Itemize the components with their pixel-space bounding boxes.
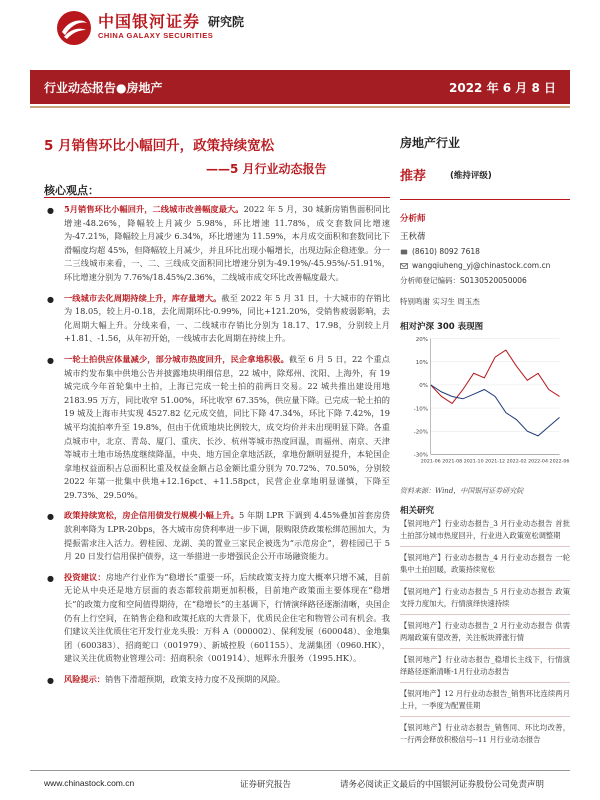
paragraph-text: 2022 年 5 月，30 城新房销售面积同比增速-48.26%，降幅较上月减少 5.98%，环比增速 11.78%，成交套数同比增速为-47.21%，降幅较上月减少 6.34%，环比增速为 11.59%，本月成交面积和套数同比下滑幅度均超 45%，但降幅较上月减少，并且环比出现小幅增长，出现边际企稳迹象。分一二三线城市来看，一、二、三线成交面积同比增速分别为-49.19%/-45.95%/-51.91%，环比增速分别为 7.76%/18.45%/2.36%，二线城市成交环比改善幅度最大。 <box>64 204 390 282</box>
related-divider <box>400 682 570 683</box>
rating-value: 推荐 <box>400 169 427 184</box>
related-divider <box>400 716 570 717</box>
bullet-icon: ● <box>47 294 54 304</box>
report-type-bar <box>30 70 570 104</box>
related-divider <box>400 648 570 649</box>
core-views-divider <box>44 197 390 198</box>
paragraph-policy <box>44 509 390 563</box>
logo-text-en: CHINA GALAXY SECURITIES <box>98 31 214 40</box>
x-tick-label: 2022-02 <box>506 459 527 465</box>
related-item[interactable]: 【银河地产】行业动态报告_2 月行业动态报告 供需两端政策有望改善，关注板块滞涨行情 <box>400 621 570 642</box>
rating-row <box>400 165 570 185</box>
core-views-label: 核心观点： <box>44 184 99 197</box>
paragraph-text: 5 年期 LPR 下调到 4.45%叠加首套房贷款利率降为 LPR-20bps，各大城市房贷利率进一步下调，限购限贷政策松绑范围加大，为提振需求注入活力。碧桂园、龙湖、美的置业三家民企被选为“示范房企”，碧桂园已于 5 月 20 日发行信用保护债券，这一举措进一步增强民企公开市场融资能力。 <box>64 510 390 562</box>
bullet-icon: ● <box>47 573 54 583</box>
y-tick-label: 0% <box>419 383 428 390</box>
footer-site[interactable]: www.chinastock.com.cn <box>44 778 135 788</box>
phone-icon <box>400 248 408 256</box>
report-date: 2022 年 6 月 8 日 <box>449 81 556 95</box>
email-address[interactable]: wangqiuheng_yj@chinastock.com.cn <box>412 261 551 270</box>
bullet-icon: ● <box>47 206 54 215</box>
related-item[interactable]: 【银河地产】行业动态报告_稳增长主线下，行情演绎路径逐渐清晰-1月行业动态报告 <box>400 655 570 676</box>
rating-note: (维持评级) <box>450 171 492 181</box>
y-tick-label: 10% <box>415 360 428 367</box>
galaxy-logo-icon <box>56 10 92 46</box>
paragraph-text: 房地产行业作为“稳增长”重要一环，后续政策支持力度大概率只增不减，目前无论从中央还是地方层面的表态都较前期更加积极，目前地产政策面主要体现在“稳增长”的政策力度和空间值得期待，在“稳增长”的主基调下，行情演绎路径逐渐清晰，央国企仍有上行空间，在销售企稳和政策托底的大背景下，优质民企住宅和物管公司有机会。我们建议关注优质住宅开发行业龙头股：万科 A（000002）、保利发展（600048）、金地集团（600383）、招商蛇口（001979）、新城控股（601155）、龙湖集团（0960.HK），建议关注优质物业管理公司：招商积余（001914）、旭辉永升服务（1995.HK）。 <box>64 571 390 664</box>
header <box>0 0 600 52</box>
x-tick-label: 2022-04 <box>528 459 549 465</box>
acknowledgement: 特别鸣谢 实习生 周玉杰 <box>400 297 480 306</box>
paragraph-highlight: 投资建议： <box>64 571 106 582</box>
email-line <box>400 261 570 270</box>
chart-title: 相对沪深 300 表现图 <box>400 322 484 332</box>
bullet-icon: ● <box>47 355 54 365</box>
analyst-name: 王秋蒨 <box>400 232 426 242</box>
x-tick-label: 2021-12 <box>485 459 506 465</box>
related-divider <box>400 546 570 547</box>
bullet-icon: ● <box>47 676 54 685</box>
related-item[interactable]: 【银河地产】行业动态报告_4 月行业动态报告 一轮集中土拍回暖，政策持续宽松 <box>400 553 570 574</box>
related-item[interactable]: 【银河地产】行业动态报告_5 月行业动态报告 政策支持力度加大，行情演绎快速持续 <box>400 587 570 608</box>
related-divider <box>400 580 570 581</box>
logo-text-cn: 中国银河证券 <box>98 12 201 31</box>
analyst-label: 分析师 <box>400 214 426 224</box>
sidebar-divider <box>400 199 570 200</box>
phone-line <box>400 247 570 256</box>
sidebar <box>400 134 570 307</box>
y-tick-label: -30% <box>413 452 428 459</box>
related-item[interactable]: 【银河地产】行业动态报告_销售同、环比均改善，一行两会释放积极信号--11 月行业动态报告 <box>400 723 570 744</box>
x-tick-label: 2021-06 <box>420 459 441 465</box>
footer-service: 证券研究报告 <box>240 780 292 790</box>
paragraph-inventory <box>44 292 390 346</box>
paragraph-sales <box>44 203 390 285</box>
paragraph-investment <box>44 571 390 666</box>
paragraph-text: 销售下滑超预期，政策支持力度不及预期的风险。 <box>104 674 286 684</box>
x-tick-label: 2022-06 <box>549 459 570 465</box>
paragraph-land <box>44 353 390 503</box>
related-divider <box>400 614 570 615</box>
paragraph-highlight: 风险提示： <box>64 674 105 684</box>
footer-disclaimer: 请务必阅读正文最后的中国银河证券股份公司免责声明 <box>340 780 545 790</box>
paragraph-risk <box>44 673 390 687</box>
core-views <box>44 203 390 694</box>
email-icon <box>400 262 408 270</box>
related-title: 相关研究 <box>400 506 435 516</box>
license-number: 分析师登记编码：S0130520050006 <box>400 276 527 285</box>
chart-source: 资料来源：Wind，中国银河证券研究院 <box>400 487 524 495</box>
related-research-list <box>400 518 570 750</box>
paragraph-highlight: 政策持续宽松，房企信用债发行规模小幅上升。 <box>64 510 239 521</box>
y-tick-label: -20% <box>413 429 428 436</box>
paragraph-text: 截至 6 月 5 日，22 个重点城市约发布集中供地公告并披露地块明细信息，22 城中，除郑州、沈阳、上海外，有 19 城完成今年首轮集中土拍，上海已完成一轮土拍的前两日交易。22 城共推出建设用地 2183.95 万方，同比收窄 51.00%，环比收窄 67.35%，供应量下降。已完成一轮土拍的 19 城及上海市共实现 4527.82 亿元成交值，同比下降 47.34%，环比下降 7.42%，19 城平均流拍率升至 19.8%，但由于优质地块比例较大，成交均价并未出现明显下降。各重点城市中，北京、青岛、厦门、重庆、长沙、杭州等城市热度回温，而福州、南京、天津等城市土地市场热度继续降温，中央、地方国企拿地活跃，拿地份额明显提升，本轮国企拿地权益面积占总面积比重及权益金额占总金额比重分别为 70.72%、70.50%，分别较 2022 年第一批集中供地+12.16pct、+11.58pct，民营企业拿地明显谨慎，下降至 29.73%、29.50%。 <box>64 353 390 500</box>
y-tick-label: 20% <box>415 336 428 343</box>
footer-divider <box>30 770 570 771</box>
institute-label: 研究院 <box>208 15 245 29</box>
paragraph-text: 截至 2022 年 5 月 31 日，十大城市的存销比为 18.05，较上月-0.18，去化周期环比-0.99%，同比+121.20%，受销售疲弱影响，去化周期大幅上升。分线来看，一、二线城市存销比分别为 18.17、17.98，分别较上月+1.81、-1.56，从年初开始，一线城市去化周期在持续上升。 <box>64 292 390 344</box>
related-item[interactable]: 【银河地产】12 月行业动态报告_销售环比连续两月上升，一季度为配置佳期 <box>400 689 570 710</box>
report-subtitle: ——5 月行业动态报告 <box>206 162 327 176</box>
phone-number: (8610) 8092 7618 <box>412 247 480 256</box>
paragraph-highlight: 一线城市去化周期持续上升，库存量增大。 <box>64 292 222 303</box>
report-type: 行业动态报告●房地产 <box>44 81 163 95</box>
bar-divider <box>30 106 570 108</box>
license-line <box>400 275 570 286</box>
report-title: 5 月销售环比小幅回升，政策持续宽松 <box>44 138 275 154</box>
y-tick-label: -10% <box>413 406 428 413</box>
paragraph-highlight: 5月销售环比小幅回升，二线城市改善幅度最大。 <box>64 204 244 214</box>
industry-label: 房地产行业 <box>400 136 461 150</box>
x-tick-label: 2021-10 <box>463 459 484 465</box>
series-line-1 <box>431 385 560 436</box>
related-item[interactable]: 【银河地产】行业动态报告_3 月行业动态报告 首批土拍部分城市热度回升，行业进入政策宽松调整期 <box>400 519 570 540</box>
x-tick-label: 2021-08 <box>442 459 463 465</box>
bullet-icon: ● <box>47 512 54 522</box>
paragraph-highlight: 一轮土拍供应体量减少，部分城市热度回升，民企拿地积极。 <box>64 353 289 364</box>
performance-chart <box>400 333 570 471</box>
